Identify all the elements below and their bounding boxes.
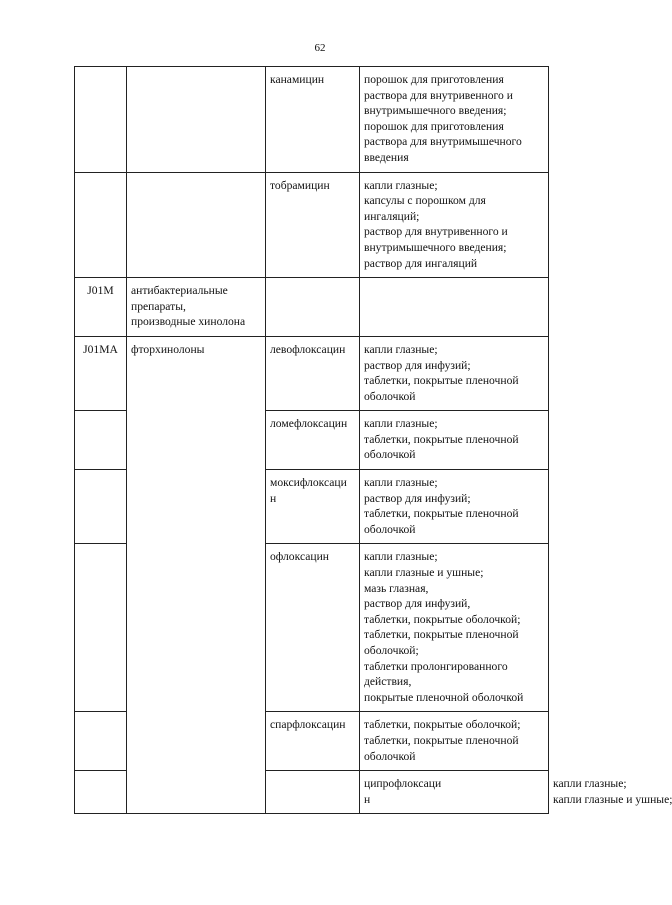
dosage-form: раствора для внутривенного и [364, 88, 513, 102]
page-number: 62 [314, 42, 326, 54]
dosage-form: раствора для внутримышечного [364, 135, 522, 149]
table-row [75, 336, 549, 410]
table-row [75, 172, 549, 278]
drug-name: н [364, 792, 371, 806]
dosage-form: оболочкой [364, 749, 416, 763]
atc-code-cell [75, 172, 127, 278]
drug-name: канамицин [270, 73, 325, 86]
drug-table [74, 66, 672, 814]
drug-name: моксифлоксаци [270, 476, 347, 490]
drug-name: ломефлоксацин [270, 417, 348, 431]
dosage-form: раствор для ингаляций [364, 256, 478, 270]
dosage-form: капсулы с порошком для [364, 194, 486, 208]
dosage-form: порошок для приготовления [364, 119, 504, 133]
atc-code-cell [75, 470, 127, 544]
dosage-form: таблетки, покрытые оболочкой; [364, 718, 521, 732]
dosage-form: оболочкой [364, 389, 416, 403]
atc-code-cell [75, 67, 127, 173]
drug-name-cell [266, 67, 360, 173]
dosage-form: мазь глазная, [364, 581, 429, 595]
drug-name-cell [360, 771, 549, 814]
dosage-form: таблетки, покрытые пленочной [364, 733, 519, 747]
dosage-form: действия, [364, 675, 412, 689]
group-name: производные хинолона [131, 315, 246, 329]
dosage-forms-cell [360, 411, 549, 470]
dosage-form: капли глазные; [364, 550, 438, 564]
dosage-form: таблетки, покрытые оболочкой; [364, 612, 521, 626]
dosage-form: таблетки, покрытые пленочной [364, 507, 519, 521]
table-row: ципрофлоксаци н капли глазные; капли глазные и ушные; [75, 771, 549, 814]
dosage-form: раствор для инфузий; [364, 358, 471, 372]
dosage-form: таблетки, покрытые пленочной [364, 432, 519, 446]
drug-name-cell [266, 336, 360, 410]
dosage-forms-cell [360, 712, 549, 771]
dosage-form: раствор для инфузий, [364, 597, 471, 611]
drug-name: офлоксацин [270, 550, 329, 564]
dosage-form: введения [364, 150, 409, 164]
dosage-form: ингаляций; [364, 209, 420, 223]
dosage-form: оболочкой; [364, 644, 419, 657]
group-name: антибактериальные [131, 284, 228, 298]
dosage-form: покрытые пленочной оболочкой [364, 690, 524, 704]
dosage-form: капли глазные; [364, 417, 438, 431]
dosage-form: оболочкой [364, 522, 416, 536]
drug-name-cell [266, 470, 360, 544]
drug-name: н [270, 491, 277, 505]
drug-name: спарфлоксацин [270, 718, 346, 732]
atc-code-cell [75, 411, 127, 470]
dosage-forms-cell [360, 336, 549, 410]
group-name: препараты, [131, 299, 186, 313]
dosage-forms-cell [360, 172, 549, 278]
drug-name: левофлоксацин [270, 342, 346, 356]
dosage-form: таблетки пролонгированного [364, 659, 508, 673]
dosage-form: порошок для приготовления [364, 73, 504, 86]
drug-name-cell [266, 411, 360, 470]
drug-name-cell [266, 278, 360, 337]
group-cell [266, 771, 360, 814]
dosage-forms-cell [360, 470, 549, 544]
group-cell [127, 172, 266, 278]
group-cell [127, 336, 266, 813]
drug-name-cell [266, 172, 360, 278]
atc-code-cell [75, 712, 127, 771]
drug-name-cell [266, 544, 360, 712]
dosage-form: капли глазные и ушные; [364, 566, 484, 580]
dosage-form: раствор для инфузий; [364, 491, 471, 505]
atc-code-cell: J01M [75, 278, 127, 337]
dosage-forms-cell [360, 67, 549, 173]
drug-name: ципрофлоксаци [364, 777, 442, 791]
dosage-form: капли глазные; [364, 342, 438, 356]
drug-name: тобрамицин [270, 178, 330, 192]
dosage-form: таблетки, покрытые пленочной [364, 374, 519, 388]
group-name: фторхинолоны [131, 342, 205, 356]
dosage-form: оболочкой [364, 448, 416, 462]
dosage-form: раствор для внутривенного и [364, 225, 508, 239]
dosage-form: внутримышечного введения; [364, 104, 507, 118]
dosage-forms-cell [360, 544, 549, 712]
dosage-forms-cell [360, 278, 549, 337]
atc-code-cell [75, 544, 127, 712]
table-row [75, 278, 549, 337]
atc-code-cell: J01MA [75, 336, 127, 410]
table-row [75, 67, 549, 173]
dosage-form: таблетки, покрытые пленочной [364, 628, 519, 642]
dosage-form: внутримышечного введения; [364, 240, 507, 254]
group-cell [127, 67, 266, 173]
dosage-form: капли глазные; [364, 178, 438, 192]
drug-name-cell [266, 712, 360, 771]
dosage-form: капли глазные; [364, 476, 438, 490]
group-cell [127, 278, 266, 337]
atc-code-cell [75, 771, 127, 814]
